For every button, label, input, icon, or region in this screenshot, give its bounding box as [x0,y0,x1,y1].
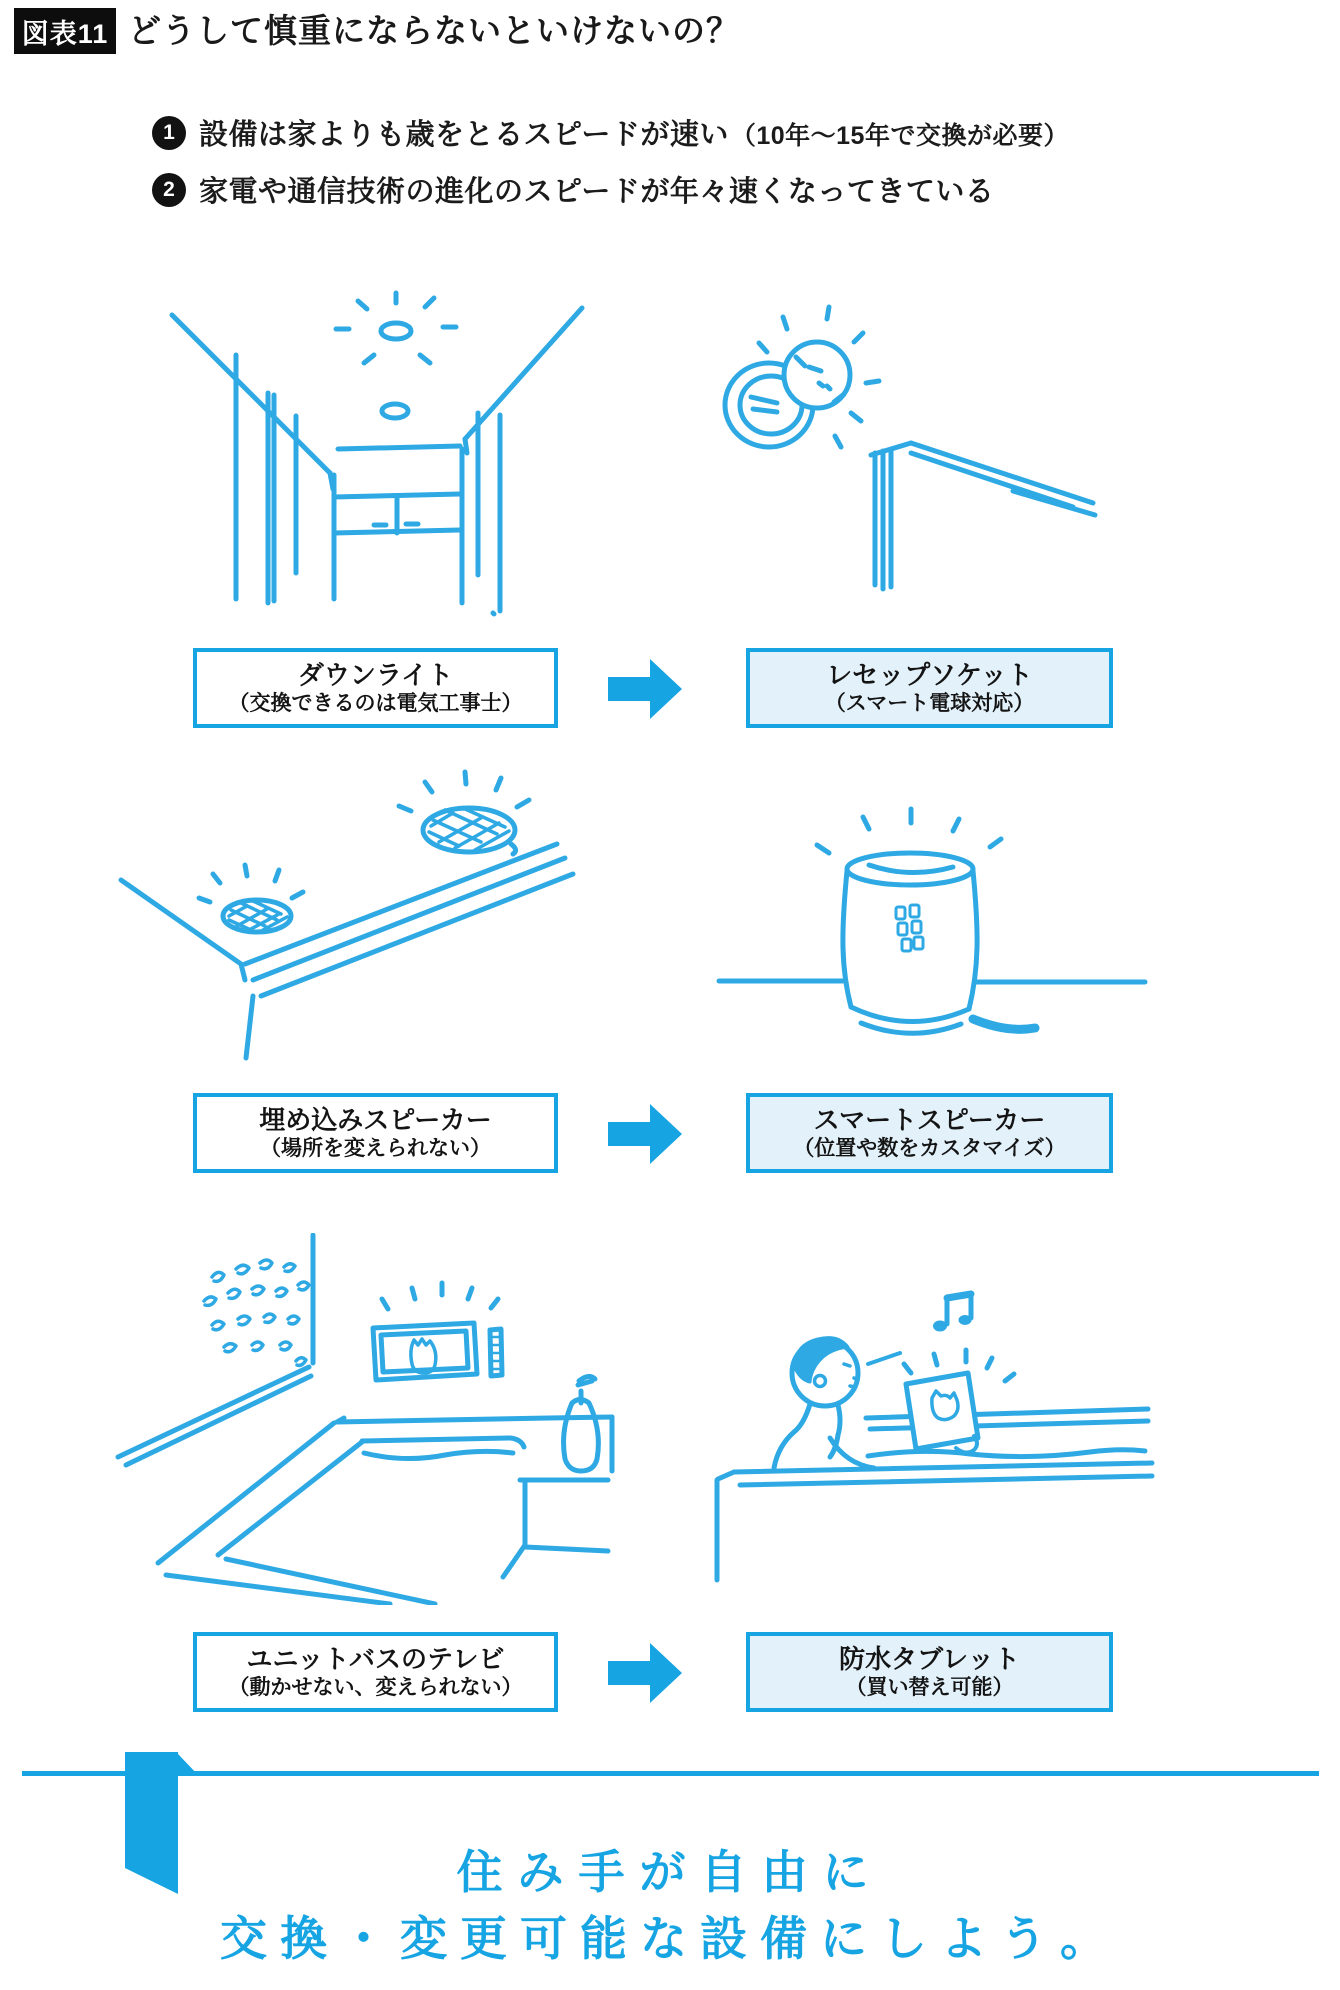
point-main-text: 家電や通信技術の進化のスピードが年々速くなってきている [199,176,995,208]
point-main-text: 設備は家よりも歳をとるスピードが速い [199,119,729,151]
before-box-bath-tv [193,1632,558,1712]
before-box-title: ダウンライト [297,660,454,691]
after-box-note: （位置や数をカスタマイズ） [793,1136,1066,1160]
bath-waterproof-tablet-illustration [670,1278,1218,1608]
footer-divider-line [22,1771,1319,1776]
after-box-note: （買い替え可能） [845,1675,1014,1699]
point-item-2 [152,169,1069,210]
downlight-hallway-illustration [150,283,605,633]
right-arrow-icon [608,1641,682,1705]
unit-bath-tv-illustration [100,1233,620,1605]
point-text [199,112,1069,153]
before-box-downlight [193,648,558,728]
page-title: どうして慎重にならないといけないの？ [128,12,740,49]
after-box-smart-speaker [746,1093,1113,1173]
point-note-text: （10年〜15年で交換が必要） [730,122,1069,150]
right-arrow-icon [608,1102,682,1166]
after-box-socket [746,648,1113,728]
point-number-badge: 2 [152,173,186,207]
footer-message-line1: 住み手が自由に [456,1846,884,1898]
after-box-title: 防水タブレット [839,1644,1020,1675]
after-box-tablet [746,1632,1113,1712]
reason-points [152,112,1069,226]
figure-tag: 図表11 [14,8,116,54]
ceiling-socket-bulb-illustration [693,295,1175,625]
before-box-note: （動かせない、変えられない） [228,1675,523,1699]
after-box-title: スマートスピーカー [813,1105,1046,1136]
before-box-embedded-speaker [193,1093,558,1173]
before-box-title: ユニットバスのテレビ [246,1644,505,1675]
smart-speaker-illustration [713,783,1155,1083]
after-box-note: （スマート電球対応） [824,691,1035,715]
point-number-badge: 1 [152,116,186,150]
after-box-title: レセップソケット [826,660,1033,691]
ceiling-embedded-speakers-illustration [95,768,605,1073]
before-box-note: （場所を変えられない） [260,1136,491,1160]
before-box-title: 埋め込みスピーカー [259,1105,492,1136]
point-text [199,169,996,210]
point-item-1 [152,112,1069,153]
before-box-note: （交換できるのは電気工事士） [228,691,523,715]
right-arrow-icon [608,657,682,721]
footer-message-line2: 交換・変更可能な設備にしよう。 [220,1912,1120,1965]
